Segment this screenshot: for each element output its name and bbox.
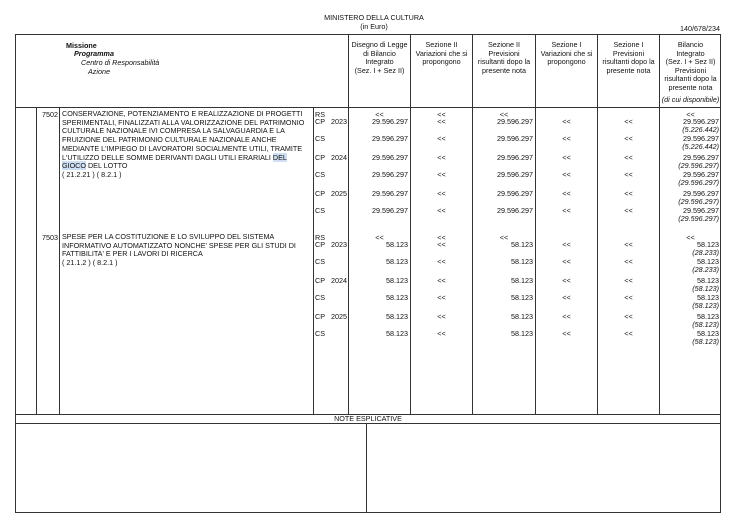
value-prev1: << — [624, 134, 633, 143]
row-year: 2023 — [331, 240, 347, 249]
value-final: 58.123 — [697, 257, 719, 266]
chapter-description-line: FATTIBILITA' E PER I LAVORI DI RICERCA — [62, 249, 203, 259]
value-prev2: 29.596.297 — [497, 134, 533, 143]
header-ddl — [349, 41, 410, 75]
value-final: << — [686, 233, 695, 242]
var2-divider — [410, 34, 411, 414]
value-ddl: 29.596.297 — [372, 170, 408, 179]
var2-line: Variazioni che si — [415, 48, 468, 58]
header-prev2 — [473, 41, 535, 75]
value-ddl: 58.123 — [386, 329, 408, 338]
value-prev1: << — [624, 170, 633, 179]
value-prev2: 58.123 — [511, 293, 533, 302]
value-var2: << — [437, 189, 446, 198]
label-centro: Centro di Responsabilità — [81, 58, 160, 67]
label-azione: Azione — [88, 67, 110, 76]
value-prev2: << — [499, 110, 509, 119]
value-available: (29.596.297) — [678, 178, 719, 187]
value-var2: << — [437, 293, 446, 302]
prev1-line: Previsioni — [612, 48, 645, 58]
value-final: 58.123 — [697, 276, 719, 285]
chapter-description-line: MEDIANTE L'IMPIEGO DI LAVORATORI SOCIALMENTE UTILI, TRAMITE — [62, 143, 303, 153]
value-ddl: 58.123 — [386, 293, 408, 302]
value-prev2: 58.123 — [511, 240, 533, 249]
row-type: CS — [315, 206, 325, 215]
value-var2: << — [437, 233, 446, 242]
value-prev1: << — [624, 240, 633, 249]
value-ddl: 29.596.297 — [372, 153, 408, 162]
row-type: CP — [315, 240, 325, 249]
var2-line: propongono — [422, 57, 461, 67]
value-available: (58.123) — [692, 337, 719, 346]
value-var1: << — [562, 329, 571, 338]
value-available: (5.226.442) — [682, 142, 719, 151]
final-line: Previsioni — [674, 65, 707, 75]
value-prev1: << — [624, 257, 633, 266]
value-final: 58.123 — [697, 329, 719, 338]
value-prev1: << — [624, 117, 633, 126]
value-available: (28.233) — [692, 265, 719, 274]
value-available: (29.596.297) — [678, 161, 719, 170]
prev2-line: presente nota — [482, 65, 526, 75]
value-prev2: << — [499, 233, 509, 242]
value-available: (58.123) — [692, 301, 719, 310]
label-programma: Programma — [74, 49, 114, 58]
value-available: (58.123) — [692, 320, 719, 329]
value-var1: << — [562, 257, 571, 266]
value-prev2: 58.123 — [511, 312, 533, 321]
table-frame — [15, 34, 721, 513]
header-prev1 — [598, 41, 659, 75]
value-final: 29.596.297 — [683, 117, 719, 126]
var2-line: Sezione II — [425, 40, 458, 49]
value-final: 58.123 — [697, 293, 719, 302]
value-available: (29.596.297) — [678, 214, 719, 223]
value-ddl: 29.596.297 — [372, 206, 408, 215]
value-ddl: 29.596.297 — [372, 134, 408, 143]
row-year: 2025 — [331, 312, 347, 321]
prev1-line: Sezione I — [613, 40, 644, 49]
value-available: (58.123) — [692, 284, 719, 293]
chapter-description-line: SPESE PER LA COSTITUZIONE E LO SVILUPPO DEL SISTEMA — [62, 232, 275, 241]
var1-divider — [535, 34, 536, 414]
value-final: << — [686, 110, 695, 119]
ddl-line: Integrato — [365, 57, 394, 67]
page-reference: 140/678/234 — [680, 24, 720, 33]
value-var1: << — [562, 240, 571, 249]
prev2-line: Sezione II — [488, 40, 520, 49]
var1-line: Variazioni che si — [540, 48, 593, 58]
chapter-reference: ( 21.2.21 ) ( 8.2.1 ) — [62, 169, 122, 179]
value-var1: << — [562, 276, 571, 285]
highlight-text: GIOCO — [62, 161, 86, 171]
row-type: CP — [315, 312, 325, 321]
row-type: CP — [315, 189, 325, 198]
value-var1: << — [562, 189, 571, 198]
value-var2: << — [437, 240, 446, 249]
value-prev1: << — [624, 153, 633, 162]
row-type: CS — [315, 170, 325, 179]
value-ddl: 29.596.297 — [372, 117, 408, 126]
ddl-line: Disegno di Legge — [351, 40, 408, 49]
value-var1: << — [562, 293, 571, 302]
value-final: 29.596.297 — [683, 153, 719, 162]
value-var2: << — [437, 134, 446, 143]
value-prev2: 58.123 — [511, 276, 533, 285]
var1-line: propongono — [547, 57, 586, 67]
ddl-line: di Bilancio — [363, 48, 396, 58]
prev1-line: risultanti dopo la — [602, 57, 655, 67]
code-right-divider — [59, 107, 60, 414]
prev1-divider — [597, 34, 598, 414]
chapter-reference: ( 21.1.2 ) ( 8.2.1 ) — [62, 258, 118, 268]
row-type: CS — [315, 329, 325, 338]
value-ddl: << — [375, 233, 384, 242]
final-line: presente nota — [668, 82, 713, 92]
value-prev2: 58.123 — [511, 257, 533, 266]
value-final: 29.596.297 — [683, 189, 719, 198]
prev2-line: risultanti dopo la — [477, 57, 531, 67]
value-prev2: 29.596.297 — [497, 206, 533, 215]
value-ddl: 58.123 — [386, 240, 408, 249]
var1-line: Sezione I — [551, 40, 582, 49]
header-final-note: (di cui disponibile) — [661, 95, 720, 104]
value-prev2: 58.123 — [511, 329, 533, 338]
value-prev2: 29.596.297 — [497, 189, 533, 198]
header-var1 — [536, 41, 597, 67]
value-var2: << — [437, 170, 446, 179]
value-available: (28.233) — [692, 248, 719, 257]
ddl-line: (Sez. I + Sez II) — [354, 65, 405, 75]
chapter-code: 7503 — [42, 233, 58, 242]
value-prev2: 29.596.297 — [497, 170, 533, 179]
chapter-description-line: CULTURALE NAZIONALE IVI COMPRESA LA SALVAGUARDIA E LA — [62, 126, 285, 136]
value-ddl: 58.123 — [386, 276, 408, 285]
final-line: Bilancio — [677, 40, 704, 49]
ministry-title: MINISTERO DELLA CULTURA — [324, 13, 424, 22]
final-line: (Sez. I + Sez II) — [665, 57, 716, 67]
row-type: CP — [315, 153, 325, 162]
value-var1: << — [562, 206, 571, 215]
currency-note: (in Euro) — [360, 22, 388, 31]
notes-title: NOTE ESPLICATIVE — [334, 414, 402, 423]
chapter-description-line: FRUIZIONE DEL PATRIMONIO CULTURALE NAZIONALE ANCHE — [62, 135, 277, 145]
prev2-divider — [472, 34, 473, 414]
value-available: (5.226.442) — [682, 125, 719, 134]
row-type: CS — [315, 257, 325, 266]
value-var2: << — [437, 153, 446, 162]
notes-title-line — [15, 423, 721, 424]
row-type: CS — [315, 134, 325, 143]
chapter-code: 7502 — [42, 110, 58, 119]
chapter-description-line: CONSERVAZIONE, POTENZIAMENTO E REALIZZAZIONE DI PROGETTI — [62, 109, 303, 118]
value-prev1: << — [624, 293, 633, 302]
value-ddl: 58.123 — [386, 312, 408, 321]
row-type: CS — [315, 293, 325, 302]
value-prev1: << — [624, 276, 633, 285]
value-var2: << — [437, 110, 446, 119]
highlight-text: DEL — [272, 152, 287, 162]
row-type: CP — [315, 117, 325, 126]
description-tail: DEL LOTTO — [85, 161, 128, 171]
chapter-description-line: L'UTILIZZO DELLE SOMME DERIVANTI DAGLI UTILI ERARIALI DEL — [62, 152, 287, 162]
header-final — [660, 41, 721, 93]
prev2-line: Previsioni — [488, 48, 520, 58]
value-prev1: << — [624, 312, 633, 321]
row-type: CP — [315, 276, 325, 285]
value-prev1: << — [624, 329, 633, 338]
row-type: RS — [315, 233, 325, 242]
final-line: Integrato — [676, 48, 705, 58]
row-year: 2025 — [331, 189, 347, 198]
value-prev1: << — [624, 189, 633, 198]
label-missione: Missione — [66, 41, 97, 50]
value-prev2: 29.596.297 — [497, 117, 533, 126]
value-prev1: << — [624, 206, 633, 215]
row-type: RS — [315, 110, 325, 119]
value-var1: << — [562, 153, 571, 162]
value-var2: << — [437, 276, 446, 285]
value-final: 58.123 — [697, 240, 719, 249]
value-var2: << — [437, 312, 446, 321]
final-line: risultanti dopo la — [664, 74, 717, 84]
value-var1: << — [562, 312, 571, 321]
chapter-description-line: SPERIMENTALI, FINALIZZATI ALLA VALORIZZAZIONE DEL PATRIMONIO — [62, 117, 305, 127]
notes-split — [366, 423, 367, 513]
prev1-line: presente nota — [606, 65, 651, 75]
row-year: 2024 — [331, 276, 347, 285]
code-left-divider — [36, 107, 37, 414]
value-final: 29.596.297 — [683, 206, 719, 215]
header-divider — [15, 107, 721, 108]
value-var1: << — [562, 117, 571, 126]
value-var2: << — [437, 329, 446, 338]
value-var1: << — [562, 170, 571, 179]
value-var2: << — [437, 257, 446, 266]
value-available: (29.596.297) — [678, 197, 719, 206]
value-ddl: << — [375, 110, 384, 119]
value-var1: << — [562, 134, 571, 143]
value-final: 58.123 — [697, 312, 719, 321]
row-year: 2023 — [331, 117, 347, 126]
value-var2: << — [437, 117, 446, 126]
value-final: 29.596.297 — [683, 134, 719, 143]
value-final: 29.596.297 — [683, 170, 719, 179]
value-ddl: 29.596.297 — [372, 189, 408, 198]
value-ddl: 58.123 — [386, 257, 408, 266]
ddl-divider — [348, 34, 349, 414]
header-var2 — [411, 41, 472, 67]
type-divider — [313, 107, 314, 414]
row-year: 2024 — [331, 153, 347, 162]
chapter-description-line: INFORMATIVO AUTOMATIZZATO NONCHE' SPESE PER GLI STUDI DI — [62, 240, 296, 250]
value-var2: << — [437, 206, 446, 215]
value-prev2: 29.596.297 — [497, 153, 533, 162]
